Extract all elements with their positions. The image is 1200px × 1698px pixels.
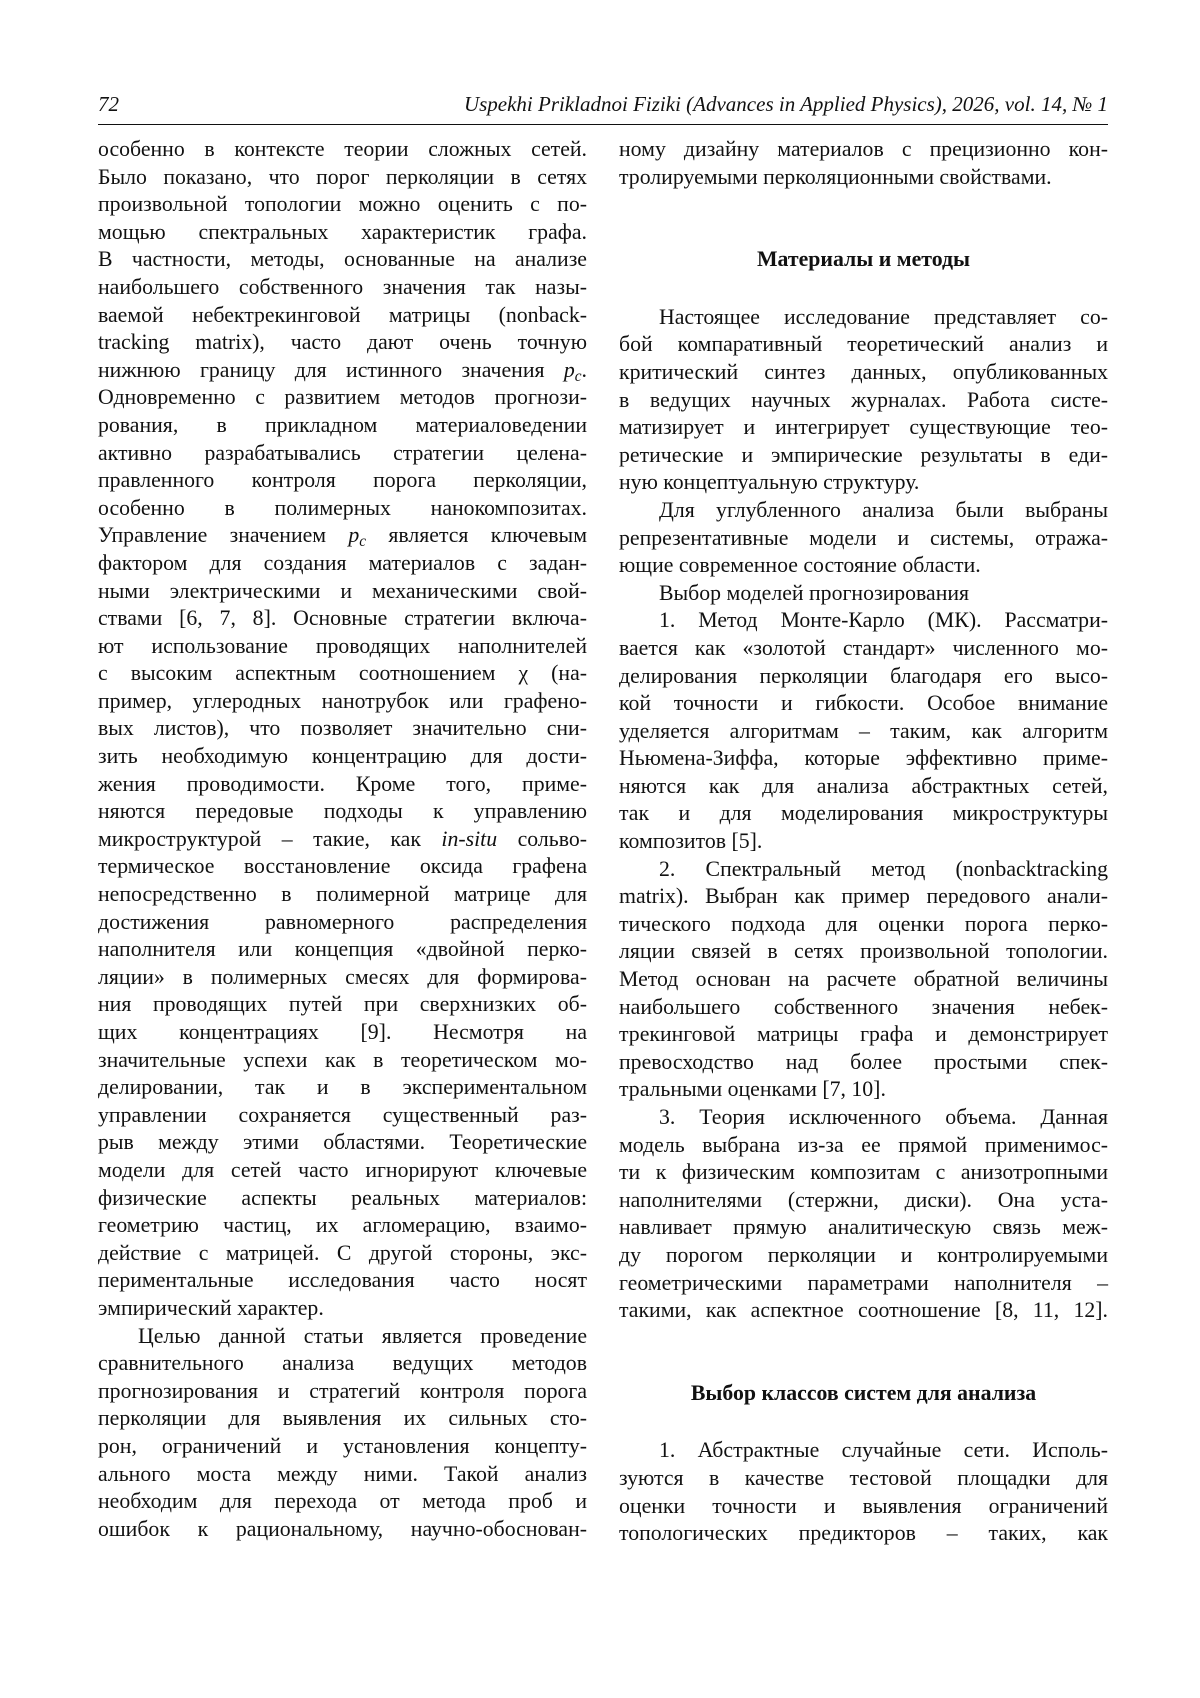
text-line: пример, углеродных нанотрубок или графено-: [98, 688, 587, 713]
text-line: геометрическими параметрами наполнителя –: [619, 1270, 1108, 1295]
text-line: тральными оценками [7, 10].: [619, 1077, 886, 1102]
text-line: ляции связей в сетях произвольной топологии.: [619, 939, 1108, 964]
spacer: [619, 191, 1108, 246]
text-line: ную концептуальную структуру.: [619, 470, 920, 495]
intro-paragraph-1: [98, 136, 587, 1323]
text-line: зуются в качестве тестовой площадки для: [619, 1465, 1108, 1490]
text-line: такими, как аспектное соотношение [8, 11, 12].: [619, 1298, 1108, 1323]
page-number: 72: [98, 92, 119, 116]
text-line: произвольной топологии можно оценить с по-: [98, 192, 587, 217]
text-line: рыв между этими областями. Теоретические: [98, 1130, 587, 1155]
text-line: прогнозирования и стратегий контроля порога: [98, 1378, 587, 1403]
text-line: геометрию частиц, их агломерацию, взаимо-: [98, 1213, 587, 1238]
text-line: действие с матрицей. С другой стороны, экс-: [98, 1240, 587, 1265]
text-line: топологических предикторов – таких, как: [619, 1521, 1108, 1546]
text-line: перколяции для выявления их сильных сто-: [98, 1406, 587, 1431]
text-line: В частности, методы, основанные на анализе: [98, 247, 587, 272]
text-line: сравнительного анализа ведущих методов: [98, 1351, 587, 1376]
text-line: необходим для перехода от метода проб и: [98, 1489, 587, 1514]
text-line: Одновременно с развитием методов прогнози-: [98, 385, 587, 410]
text-line: зить необходимую концентрацию для дости-: [98, 744, 587, 769]
text-line-pc: [98, 357, 587, 385]
section-heading-system-classes: Выбор классов систем для анализа: [690, 1380, 1037, 1405]
text-line: критический синтез данных, опубликованных: [619, 359, 1108, 384]
text-line: модель выбрана из-за ее прямой применимос-: [619, 1132, 1108, 1157]
text-line: репрезентативные модели и системы, отража-: [619, 525, 1108, 550]
text-fragment: Управление значением: [98, 523, 349, 548]
text-line: делирования перколяции благодаря его высо-: [619, 663, 1108, 688]
text-line: тролируемыми перколяционными свойствами.: [619, 164, 1052, 189]
text-line: периментальные исследования часто носят: [98, 1268, 587, 1293]
subscript-c: c: [359, 533, 367, 551]
text-fragment: нижнюю границу для истинного значения: [98, 357, 564, 382]
text-line: 3. Теория исключенного объема. Данная: [659, 1105, 1108, 1129]
continued-paragraph: [619, 136, 1108, 191]
methods-paragraph-spectral: [619, 856, 1108, 1104]
methods-paragraph-3: [619, 580, 1108, 608]
text-line: Ньюмена-Зиффа, которые эффективно приме-: [619, 746, 1108, 771]
text-line: 2. Спектральный метод (nonbacktracking: [659, 856, 1108, 881]
text-line: композитов [5].: [619, 829, 763, 854]
text-line: бой компаративный теоретический анализ и: [619, 332, 1108, 357]
subscript-c: c: [574, 367, 582, 385]
spacer: [619, 1325, 1108, 1380]
text-fragment: сольво-: [497, 826, 587, 851]
text-line: вается как «золотой стандарт» численного мо-: [619, 635, 1108, 660]
text-line: ошибок к рациональному, научно-обоснован-: [98, 1516, 587, 1541]
spacer: [619, 274, 1108, 304]
text-line: няются передовые подходы к управлению: [98, 799, 587, 824]
journal-running-head: Uspekhi Prikladnoi Fiziki (Advances in Applied Physics), 2026, vol. 14, № 1: [463, 92, 1108, 116]
text-line: фактором для создания материалов с задан-: [98, 550, 587, 575]
text-line: модели для сетей часто игнорируют ключевые: [98, 1157, 587, 1182]
systems-paragraph-1: [619, 1437, 1108, 1547]
text-line: наполнителями (стержни, диски). Она уста-: [619, 1187, 1108, 1212]
text-line: Настоящее исследование представляет со-: [659, 304, 1108, 329]
text-line: активно разрабатывались стратегии целена-: [98, 440, 587, 465]
variable-p: p: [563, 357, 575, 382]
in-situ-term: in-situ: [441, 826, 498, 851]
text-line: трекинговой матрицы графа и демонстрирует: [619, 1022, 1108, 1047]
text-line: ют использование проводящих наполнителей: [98, 633, 587, 658]
text-line: ными электрическими и механическими свой-: [98, 578, 587, 603]
text-line-pc: [98, 522, 587, 550]
text-line: управлении сохраняется существенный раз-: [98, 1102, 587, 1127]
text-line: ния проводящих путей при сверхнизких об-: [98, 992, 587, 1017]
methods-paragraph-monte-carlo: [619, 607, 1108, 855]
text-line: Выбор моделей прогнозирования: [659, 580, 970, 605]
text-line: рования, в прикладном материаловедении: [98, 412, 587, 437]
text-line: значительные успехи как в теоретическом мо-: [98, 1047, 587, 1072]
text-line: Для углубленного анализа были выбраны: [659, 497, 1108, 522]
methods-paragraph-excluded-volume: [619, 1104, 1108, 1325]
left-column: [98, 136, 587, 1543]
text-line: особенно в контексте теории сложных сетей.: [98, 137, 587, 161]
text-line: наибольшего собственного значения так назы-: [98, 274, 587, 299]
text-line: вых листов), что позволяет значительно сни-: [98, 716, 587, 741]
text-line: ретические и эмпирические результаты в еди-: [619, 442, 1108, 467]
text-line: мощью спектральных характеристик графа.: [98, 219, 587, 244]
text-line: правленного контроля порога перколяции,: [98, 468, 587, 493]
text-line: оценки точности и выявления ограничений: [619, 1493, 1108, 1518]
text-line: так и для моделирования микроструктуры: [619, 801, 1108, 826]
text-line: ваемой небектрекинговой матрицы (nonback-: [98, 302, 587, 327]
text-line: ному дизайну материалов с прецизионно кон-: [619, 137, 1108, 161]
right-column: [619, 136, 1108, 1548]
spacer: [619, 1407, 1108, 1437]
text-line: в ведущих научных журналах. Работа систе-: [619, 387, 1108, 412]
intro-paragraph-2: [98, 1323, 587, 1544]
text-line: Метод основан на расчете обратной величины: [619, 967, 1108, 992]
text-line: няются как для анализа абстрактных сетей,: [619, 773, 1108, 798]
text-line: превосходство над более простыми спек-: [619, 1049, 1108, 1074]
text-line: рон, ограничений и установления концепту-: [98, 1433, 587, 1458]
text-line: matrix). Выбран как пример передового анали-: [619, 884, 1108, 909]
text-line: ти к физическим композитам с анизотропными: [619, 1160, 1108, 1185]
text-fragment: является ключевым: [366, 523, 587, 548]
text-fragment: микроструктурой – такие, как: [98, 826, 442, 851]
text-line: уделяется алгоритмам – таким, как алгоритм: [619, 718, 1108, 743]
text-line: ющие современное состояние области.: [619, 553, 981, 578]
text-line: термическое восстановление оксида графена: [98, 854, 587, 879]
text-line: наполнителя или концепция «двойной перко-: [98, 937, 587, 962]
text-line: физические аспекты реальных материалов:: [98, 1185, 587, 1210]
text-line: навливает прямую аналитическую связь меж-: [619, 1215, 1108, 1240]
text-line: кой точности и гибкости. Особое внимание: [619, 691, 1108, 716]
text-line: достижения равномерного распределения: [98, 909, 587, 934]
text-line: жения проводимости. Кроме того, приме-: [98, 771, 587, 796]
text-line: щих концентрациях [9]. Несмотря на: [98, 1020, 587, 1044]
text-line: тического подхода для оценки порога перко-: [619, 911, 1108, 936]
text-line: наибольшего собственного значения небек-: [619, 994, 1108, 1019]
text-line: ду порогом перколяции и контролируемыми: [619, 1242, 1108, 1267]
text-fragment: .: [581, 357, 587, 382]
text-line: tracking matrix), часто дают очень точную: [98, 330, 587, 355]
text-line: непосредственно в полимерной матрице для: [98, 882, 587, 907]
text-line: Было показано, что порог перколяции в сетях: [98, 164, 587, 189]
text-line: с высоким аспектным соотношением χ (на-: [98, 661, 587, 686]
text-line: Целью данной статьи является проведение: [138, 1323, 587, 1348]
text-line: ляции» в полимерных смесях для формирова-: [98, 964, 587, 989]
text-line: эмпирический характер.: [98, 1295, 324, 1320]
running-header: [98, 92, 1108, 125]
text-line: особенно в полимерных нанокомпозитах.: [98, 495, 587, 520]
section-heading-materials-methods: Материалы и методы: [756, 247, 971, 272]
text-line: ствами [6, 7, 8]. Основные стратегии включа-: [98, 606, 587, 631]
text-line: матизирует и интегрирует существующие тео-: [619, 415, 1108, 440]
variable-p: p: [348, 523, 360, 548]
methods-paragraph-1: [619, 304, 1108, 497]
text-line: 1. Метод Монте-Карло (МК). Рассматри-: [659, 608, 1108, 633]
text-line: делировании, так и в экспериментальном: [98, 1075, 587, 1100]
methods-paragraph-2: [619, 497, 1108, 580]
text-line-insitu: [98, 826, 587, 854]
text-line: 1. Абстрактные случайные сети. Исполь-: [659, 1438, 1108, 1463]
text-line: ального моста между ними. Такой анализ: [98, 1461, 587, 1486]
